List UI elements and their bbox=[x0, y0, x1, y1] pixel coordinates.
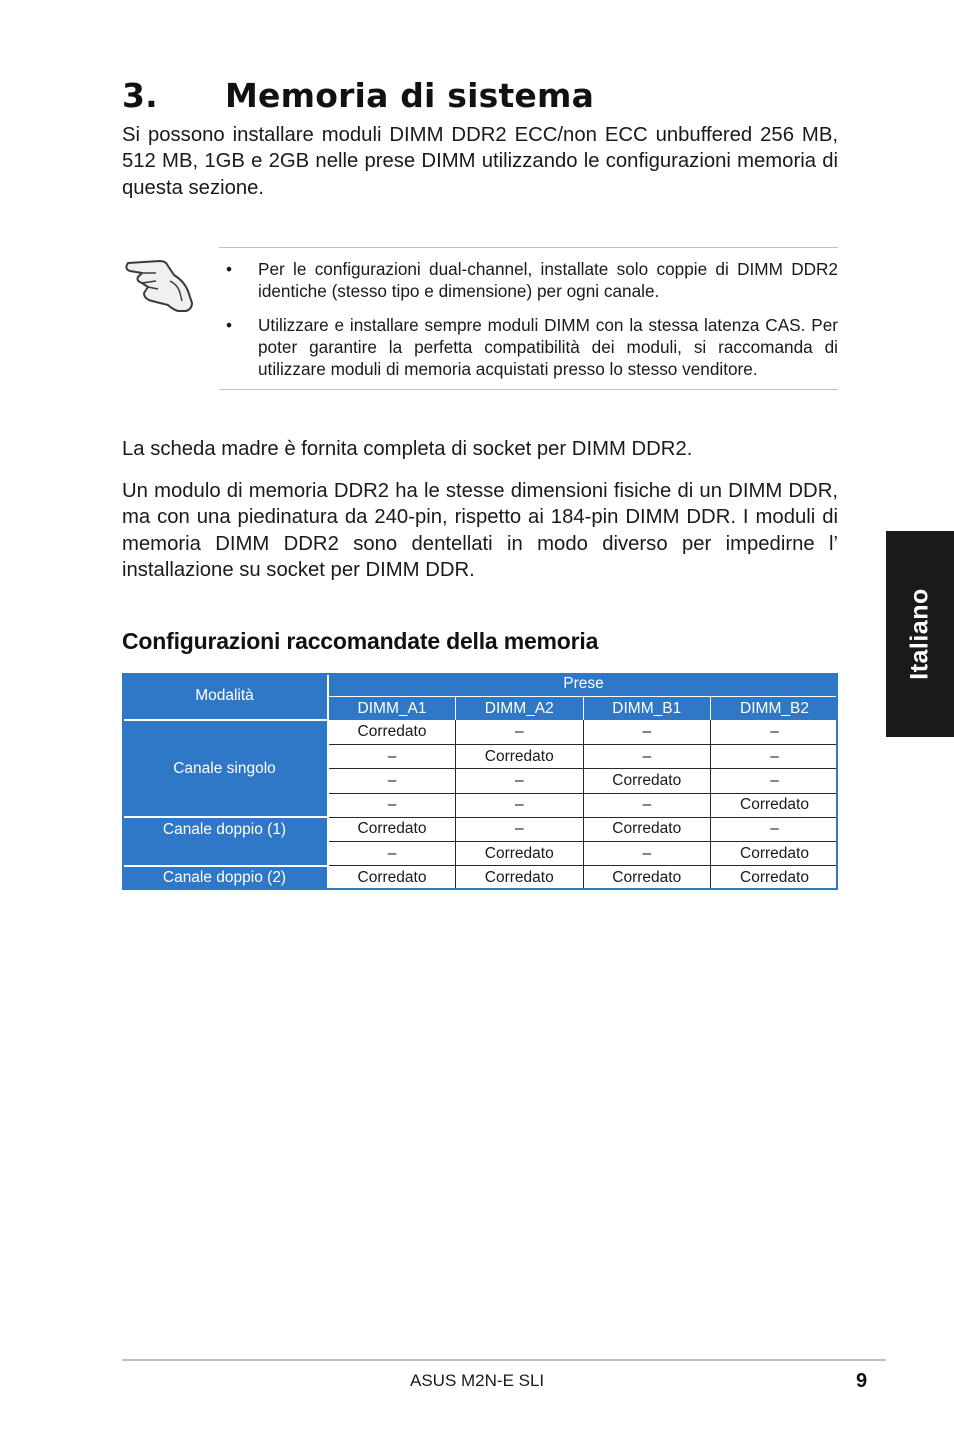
bullet-icon: • bbox=[226, 259, 233, 279]
language-tab bbox=[886, 531, 954, 737]
table-cell: – bbox=[328, 745, 456, 769]
table-cell: Corredato bbox=[456, 745, 584, 769]
table-cell: Corredato bbox=[711, 842, 839, 866]
mode-cell: Canale singolo bbox=[122, 720, 328, 817]
table-cell: Corredato bbox=[328, 866, 456, 890]
chapter-title bbox=[122, 76, 594, 115]
chapter-title-text: Memoria di sistema bbox=[225, 76, 595, 115]
note-item-text: Utilizzare e installare sempre moduli DIMM con la stessa latenza CAS. Per poter garantire la perfetta compatibilità dei moduli, si raccomanda di utilizzare moduli di memoria acquistati presso lo stesso venditore. bbox=[258, 315, 838, 379]
paragraph-socket: La scheda madre è fornita completa di socket per DIMM DDR2. bbox=[122, 438, 693, 460]
page-number: 9 bbox=[856, 1370, 868, 1392]
table-cell: – bbox=[711, 769, 839, 793]
column-header: DIMM_B2 bbox=[711, 696, 839, 720]
table-cell: – bbox=[456, 769, 584, 793]
table-cell: – bbox=[711, 745, 839, 769]
table-cell: – bbox=[711, 720, 839, 744]
section-title: Configurazioni raccomandate della memoria bbox=[122, 628, 599, 654]
table-cell: Corredato bbox=[456, 842, 584, 866]
table-cell: Corredato bbox=[328, 720, 456, 744]
column-header: DIMM_B1 bbox=[583, 696, 711, 720]
chapter-number: 3. bbox=[122, 76, 158, 115]
note-box bbox=[219, 247, 838, 390]
table-cell: Corredato bbox=[711, 866, 839, 890]
table-cell: Corredato bbox=[583, 817, 711, 841]
table-cell: Corredato bbox=[583, 769, 711, 793]
table-cell: Corredato bbox=[456, 866, 584, 890]
note-item-text: Per le configurazioni dual-channel, installate solo coppie di DIMM DDR2 identiche (stesso tipo e dimensione) per ogni canale. bbox=[258, 259, 838, 301]
pointing-hand-icon bbox=[122, 251, 196, 315]
table-cell: – bbox=[456, 817, 584, 841]
table-cell: – bbox=[711, 817, 839, 841]
column-header: DIMM_A1 bbox=[328, 696, 456, 720]
table-cell: – bbox=[583, 720, 711, 744]
intro-paragraph: Si possono installare moduli DIMM DDR2 ECC/non ECC unbuffered 256 MB, 512 MB, 1GB e 2GB nelle prese DIMM utilizzando le configurazioni memoria di questa sezione. bbox=[122, 124, 838, 199]
table-cell: Corredato bbox=[583, 866, 711, 890]
table-cell: – bbox=[583, 793, 711, 817]
note-list bbox=[219, 258, 838, 380]
mode-header: Modalità bbox=[122, 673, 328, 720]
language-tab-label: Italiano bbox=[905, 588, 934, 680]
footer-divider bbox=[122, 1359, 886, 1361]
table-cell: – bbox=[583, 745, 711, 769]
table-cell: Corredato bbox=[328, 817, 456, 841]
memory-config-table bbox=[122, 673, 838, 890]
column-header: DIMM_A2 bbox=[456, 696, 584, 720]
table-cell: Corredato bbox=[711, 793, 839, 817]
paragraph-ddr2: Un modulo di memoria DDR2 ha le stesse dimensioni fisiche di un DIMM DDR, ma con una piedinatura da 240-pin, rispetto ai 184-pin DIMM DDR. I moduli di memoria DIMM DDR2 sono dentellati in modo diverso per impedirne l’ installazione su socket per DIMM DDR. bbox=[122, 480, 838, 581]
note-item bbox=[219, 258, 838, 302]
table-cell: – bbox=[583, 842, 711, 866]
table-cell: – bbox=[328, 793, 456, 817]
table-cell: – bbox=[456, 793, 584, 817]
table-cell: – bbox=[328, 769, 456, 793]
mode-cell: Canale doppio (2) bbox=[122, 866, 328, 890]
table-cell: – bbox=[456, 720, 584, 744]
footer-model: ASUS M2N-E SLI bbox=[410, 1371, 545, 1390]
table-cell: – bbox=[328, 842, 456, 866]
note-item bbox=[219, 314, 838, 380]
sockets-header: Prese bbox=[328, 673, 838, 696]
bullet-icon: • bbox=[226, 315, 233, 335]
mode-cell: Canale doppio (1) bbox=[122, 817, 328, 865]
